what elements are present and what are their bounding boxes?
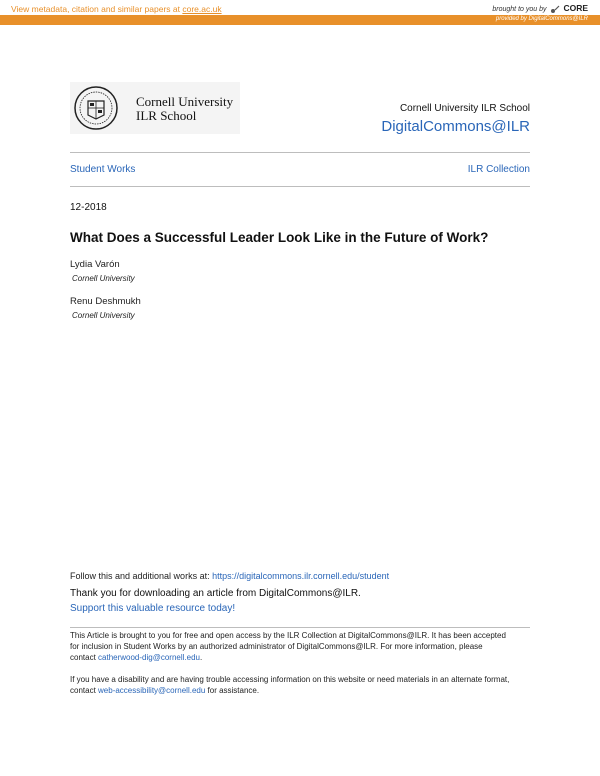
core-brought-by (492, 3, 588, 14)
core-provided-by[interactable]: provided by DigitalCommons@ILR (495, 16, 588, 22)
author-name: Lydia Varón (70, 259, 120, 270)
accessibility-statement (70, 674, 510, 696)
logo-wordmark (136, 95, 233, 123)
cornell-ilr-logo[interactable] (70, 82, 240, 134)
publication-date: 12-2018 (70, 202, 107, 213)
logo-line-university: Cornell University (136, 94, 234, 109)
divider-nav (70, 186, 530, 187)
thanks-message: Thank you for downloading an article from DigitalCommons@ILR. (70, 588, 361, 599)
follow-text: Follow this and additional works at: (70, 571, 213, 581)
core-brand[interactable]: CORE (563, 3, 588, 13)
author-name: Renu Deshmukh (70, 296, 141, 307)
publisher-school: Cornell University ILR School (399, 103, 530, 114)
article-title: What Does a Successful Leader Look Like in the Future of Work? (70, 230, 489, 245)
support-link[interactable]: Support this valuable resource today! (70, 603, 236, 614)
accessibility-text: If you have a disability and are having trouble accessing information on this website or need materials in an alternate format, contact (70, 675, 510, 695)
cornell-seal-icon (73, 85, 119, 131)
student-works-link[interactable]: Student Works (70, 164, 136, 175)
ilr-collection-link[interactable]: ILR Collection (467, 164, 530, 175)
student-works-url-link[interactable]: https://digitalcommons.ilr.cornell.edu/student (212, 571, 390, 581)
core-banner (0, 0, 600, 26)
core-top-row (0, 0, 600, 15)
core-orange-strip (0, 15, 600, 25)
accessibility-end: for assistance. (205, 686, 260, 695)
access-statement-text: This Article is brought to you for free and open access by the ILR Collection at DigitalCommons@ILR. It has been accepted for inclusion in Student Works by an authorized administrator of DigitalCommons@ILR. For more information, please contact (70, 631, 506, 662)
core-ac-uk-link[interactable]: core.ac.uk (182, 4, 222, 14)
divider-footer (70, 627, 530, 628)
repository-link[interactable]: DigitalCommons@ILR (381, 118, 530, 135)
publisher-block (381, 103, 530, 135)
core-brought-text: brought to you by (492, 6, 547, 13)
core-logo-icon (550, 5, 560, 14)
follow-line (70, 571, 389, 581)
core-view-text: View metadata, citation and similar papers at (11, 4, 183, 14)
divider-top (70, 152, 530, 153)
catherwood-email-link[interactable]: catherwood-dig@cornell.edu (98, 653, 200, 662)
access-statement (70, 630, 510, 663)
access-statement-end: . (199, 653, 203, 662)
accessibility-email-link[interactable]: web-accessibility@cornell.edu (98, 686, 206, 695)
core-metadata-link[interactable] (11, 4, 222, 14)
author-affiliation: Cornell University (72, 311, 135, 320)
author-affiliation: Cornell University (72, 274, 135, 283)
logo-line-school: ILR School (136, 108, 197, 123)
